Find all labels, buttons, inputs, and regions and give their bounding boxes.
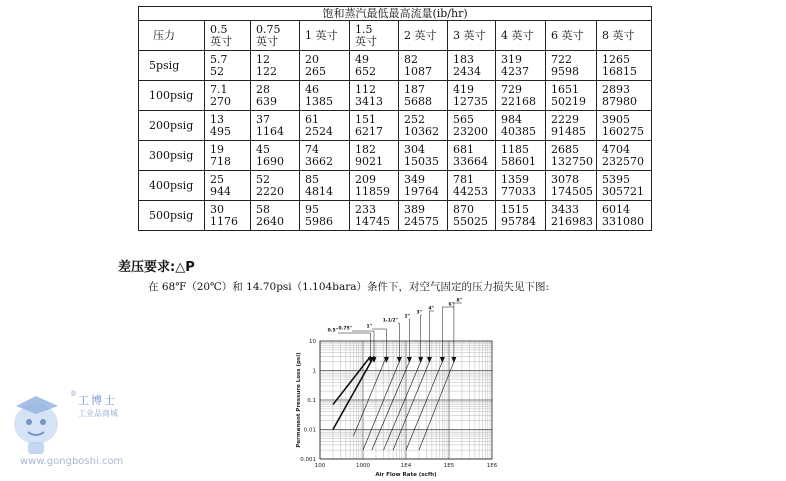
section-description: 在 68℉（20℃）和 14.70psi（1.104bara）条件下，对空气固定的压力损失见下图: <box>148 281 550 293</box>
flow-cell <box>597 141 652 171</box>
flow-cell <box>251 141 300 171</box>
min-flow: 46 <box>305 82 319 96</box>
min-flow: 61 <box>305 112 319 126</box>
flow-cell <box>205 81 251 111</box>
min-flow: 20 <box>305 52 319 66</box>
max-flow: 10362 <box>404 124 439 138</box>
max-flow: 50219 <box>551 94 586 108</box>
min-flow: 5395 <box>602 172 630 186</box>
max-flow: 305721 <box>602 184 644 198</box>
flow-cell <box>496 81 546 111</box>
pointer-arrow <box>440 357 445 363</box>
flow-cell <box>448 111 496 141</box>
max-flow: 44253 <box>453 184 488 198</box>
min-flow: 565 <box>453 112 474 126</box>
max-flow: 58601 <box>501 154 536 168</box>
flow-cell <box>399 81 448 111</box>
min-flow: 183 <box>453 52 474 66</box>
x-tick-label: 1E6 <box>486 463 498 469</box>
watermark <box>6 388 146 474</box>
size-header <box>251 21 300 51</box>
min-flow: 3905 <box>602 112 630 126</box>
y-tick-label: 0.001 <box>300 457 316 463</box>
min-flow: 151 <box>355 112 376 126</box>
max-flow: 3662 <box>305 154 333 168</box>
y-tick-label: 10 <box>309 339 316 345</box>
flow-cell <box>496 201 546 231</box>
max-flow: 14745 <box>355 214 390 228</box>
flow-cell <box>300 141 350 171</box>
table-row <box>139 201 652 231</box>
min-flow: 1185 <box>501 142 529 156</box>
size-value: 2 英寸 <box>404 28 437 42</box>
min-flow: 681 <box>453 142 474 156</box>
size-header <box>350 21 399 51</box>
pressure-label: 400psig <box>139 171 205 201</box>
min-flow: 37 <box>256 112 270 126</box>
flow-cell <box>546 171 597 201</box>
y-axis-label: Permanent Pressure Loss (psi) <box>296 352 302 448</box>
min-flow: 12 <box>256 52 270 66</box>
size-value: 0.75 <box>256 22 281 36</box>
pressure-loss-chart <box>262 295 512 481</box>
x-tick-label: 1E5 <box>443 463 455 469</box>
size-value: 3 英寸 <box>453 28 486 42</box>
flow-cell <box>251 81 300 111</box>
x-tick-label: 1E4 <box>400 463 412 469</box>
min-flow: 870 <box>453 202 474 216</box>
min-flow: 6014 <box>602 202 630 216</box>
max-flow: 22168 <box>501 94 536 108</box>
max-flow: 944 <box>210 184 231 198</box>
flow-cell <box>350 141 399 171</box>
min-flow: 3078 <box>551 172 579 186</box>
min-flow: 13 <box>210 112 224 126</box>
max-flow: 495 <box>210 124 231 138</box>
min-flow: 95 <box>305 202 319 216</box>
size-unit: 英寸 <box>210 34 232 48</box>
pressure-label: 300psig <box>139 141 205 171</box>
min-flow: 45 <box>256 142 270 156</box>
max-flow: 4814 <box>305 184 333 198</box>
min-flow: 304 <box>404 142 425 156</box>
table-row <box>139 111 652 141</box>
max-flow: 87980 <box>602 94 637 108</box>
flow-cell <box>546 201 597 231</box>
min-flow: 58 <box>256 202 270 216</box>
flow-cell <box>496 51 546 81</box>
size-value: 1.5 <box>355 22 373 36</box>
max-flow: 639 <box>256 94 277 108</box>
max-flow: 9021 <box>355 154 383 168</box>
size-unit: 英寸 <box>256 34 278 48</box>
max-flow: 5688 <box>404 94 432 108</box>
size-value: 8 英寸 <box>602 28 635 42</box>
min-flow: 30 <box>210 202 224 216</box>
min-flow: 209 <box>355 172 376 186</box>
max-flow: 1087 <box>404 64 432 78</box>
flow-cell <box>205 141 251 171</box>
max-flow: 19764 <box>404 184 439 198</box>
flow-cell <box>300 171 350 201</box>
flow-cell <box>448 51 496 81</box>
max-flow: 9598 <box>551 64 579 78</box>
max-flow: 11859 <box>355 184 390 198</box>
watermark-brand: 工博士 <box>78 394 117 407</box>
max-flow: 91485 <box>551 124 586 138</box>
flow-cell <box>205 201 251 231</box>
pointer-arrow <box>451 357 456 363</box>
pointer-arrow <box>407 357 412 363</box>
size-label: 2" <box>404 314 410 320</box>
flow-cell <box>205 51 251 81</box>
size-header <box>448 21 496 51</box>
flow-cell <box>597 171 652 201</box>
pressure-label: 500psig <box>139 201 205 231</box>
flow-cell <box>399 111 448 141</box>
max-flow: 2434 <box>453 64 481 78</box>
flow-cell <box>448 201 496 231</box>
max-flow: 2524 <box>305 124 333 138</box>
pointer-arrow <box>397 357 402 363</box>
table-row <box>139 51 652 81</box>
size-label: 0.75" <box>338 326 352 332</box>
size-unit: 英寸 <box>355 34 377 48</box>
min-flow: 112 <box>355 82 376 96</box>
min-flow: 2685 <box>551 142 579 156</box>
flow-cell <box>350 201 399 231</box>
max-flow: 132750 <box>551 154 593 168</box>
size-label: 4" <box>428 306 434 312</box>
table-row <box>139 141 652 171</box>
flow-cell <box>597 81 652 111</box>
flow-cell <box>399 141 448 171</box>
flow-cell <box>546 111 597 141</box>
flow-cell <box>251 51 300 81</box>
flow-cell <box>300 51 350 81</box>
section-heading: 差压要求:△P <box>118 260 195 275</box>
max-flow: 174505 <box>551 184 593 198</box>
registered-mark: ® <box>70 390 77 398</box>
size-label: 0.5" <box>327 328 338 334</box>
size-value: 4 英寸 <box>501 28 534 42</box>
max-flow: 122 <box>256 64 277 78</box>
pressure-label: 5psig <box>139 51 205 81</box>
x-tick-label: 100 <box>314 463 326 469</box>
min-flow: 722 <box>551 52 572 66</box>
max-flow: 40385 <box>501 124 536 138</box>
min-flow: 233 <box>355 202 376 216</box>
flow-cell <box>300 201 350 231</box>
size-value: 1 英寸 <box>305 28 338 42</box>
max-flow: 718 <box>210 154 231 168</box>
min-flow: 82 <box>404 52 418 66</box>
watermark-subtitle: 工业品商城 <box>78 409 118 418</box>
flow-cell <box>251 171 300 201</box>
flow-cell <box>300 81 350 111</box>
y-tick-label: 0.1 <box>307 398 316 404</box>
pressure-label: 200psig <box>139 111 205 141</box>
max-flow: 52 <box>210 64 224 78</box>
flow-cell <box>350 171 399 201</box>
max-flow: 55025 <box>453 214 488 228</box>
min-flow: 28 <box>256 82 270 96</box>
min-flow: 984 <box>501 112 522 126</box>
min-flow: 52 <box>256 172 270 186</box>
min-flow: 182 <box>355 142 376 156</box>
max-flow: 77033 <box>501 184 536 198</box>
min-flow: 2229 <box>551 112 579 126</box>
size-header <box>300 21 350 51</box>
flow-cell <box>597 201 652 231</box>
min-flow: 419 <box>453 82 474 96</box>
watermark-url: www.gongboshi.com <box>20 456 124 467</box>
y-tick-label: 0.01 <box>303 427 316 434</box>
x-tick-label: 1000 <box>356 463 370 469</box>
flow-cell <box>448 171 496 201</box>
max-flow: 3413 <box>355 94 383 108</box>
min-flow: 7.1 <box>210 82 228 96</box>
steam-flow-table <box>138 6 652 231</box>
max-flow: 270 <box>210 94 231 108</box>
min-flow: 1265 <box>602 52 630 66</box>
size-value: 6 英寸 <box>551 28 584 42</box>
min-flow: 319 <box>501 52 522 66</box>
flow-cell <box>597 111 652 141</box>
flow-cell <box>448 81 496 111</box>
min-flow: 1515 <box>501 202 529 216</box>
flow-cell <box>546 81 597 111</box>
size-value: 0.5 <box>210 22 228 36</box>
max-flow: 331080 <box>602 214 644 228</box>
max-flow: 216983 <box>551 214 593 228</box>
flow-cell <box>399 201 448 231</box>
max-flow: 1385 <box>305 94 333 108</box>
min-flow: 389 <box>404 202 425 216</box>
max-flow: 5986 <box>305 214 333 228</box>
min-flow: 1359 <box>501 172 529 186</box>
size-header <box>496 21 546 51</box>
max-flow: 1176 <box>210 214 238 228</box>
table-row <box>139 81 652 111</box>
max-flow: 33664 <box>453 154 488 168</box>
size-header <box>399 21 448 51</box>
max-flow: 6217 <box>355 124 383 138</box>
flow-cell <box>496 111 546 141</box>
flow-cell <box>205 171 251 201</box>
min-flow: 74 <box>305 142 319 156</box>
x-axis-label: Air Flow Rate (scfh) <box>375 472 437 478</box>
size-label: 3" <box>416 310 422 316</box>
size-header <box>205 21 251 51</box>
min-flow: 3433 <box>551 202 579 216</box>
max-flow: 16815 <box>602 64 637 78</box>
min-flow: 2893 <box>602 82 630 96</box>
max-flow: 12735 <box>453 94 488 108</box>
flow-cell <box>546 141 597 171</box>
flow-cell <box>546 51 597 81</box>
min-flow: 729 <box>501 82 522 96</box>
flow-cell <box>350 51 399 81</box>
max-flow: 2220 <box>256 184 284 198</box>
max-flow: 232570 <box>602 154 644 168</box>
flow-cell <box>399 51 448 81</box>
min-flow: 1651 <box>551 82 579 96</box>
min-flow: 781 <box>453 172 474 186</box>
flow-cell <box>496 141 546 171</box>
size-label: 6" <box>448 302 454 308</box>
min-flow: 4704 <box>602 142 630 156</box>
max-flow: 24575 <box>404 214 439 228</box>
min-flow: 349 <box>404 172 425 186</box>
size-header <box>546 21 597 51</box>
flow-cell <box>350 81 399 111</box>
y-tick-label: 1 <box>312 368 316 375</box>
min-flow: 5.7 <box>210 52 228 66</box>
pressure-label: 100psig <box>139 81 205 111</box>
min-flow: 85 <box>305 172 319 186</box>
max-flow: 23200 <box>453 124 488 138</box>
size-label: 1" <box>366 324 372 330</box>
flow-cell <box>350 111 399 141</box>
max-flow: 95784 <box>501 214 536 228</box>
max-flow: 160275 <box>602 124 644 138</box>
pressure-header: 压力 <box>139 21 205 51</box>
flow-cell <box>597 51 652 81</box>
min-flow: 252 <box>404 112 425 126</box>
flow-cell <box>399 171 448 201</box>
max-flow: 4237 <box>501 64 529 78</box>
size-label: 1-1/2" <box>382 318 398 324</box>
table-title: 饱和蒸汽最低最高流量(ib/hr) <box>139 7 652 21</box>
max-flow: 1164 <box>256 124 284 138</box>
flow-cell <box>300 111 350 141</box>
flow-cell <box>205 111 251 141</box>
min-flow: 19 <box>210 142 224 156</box>
size-label: 8" <box>456 298 462 304</box>
series-line <box>353 356 386 436</box>
mascot-icon <box>6 388 76 458</box>
min-flow: 25 <box>210 172 224 186</box>
min-flow: 49 <box>355 52 369 66</box>
flow-cell <box>448 141 496 171</box>
size-header <box>597 21 652 51</box>
max-flow: 2640 <box>256 214 284 228</box>
flow-cell <box>251 111 300 141</box>
max-flow: 1690 <box>256 154 284 168</box>
flow-cell <box>251 201 300 231</box>
table-row <box>139 171 652 201</box>
flow-cell <box>496 171 546 201</box>
pointer-arrow <box>427 357 432 363</box>
min-flow: 187 <box>404 82 425 96</box>
max-flow: 265 <box>305 64 326 78</box>
max-flow: 652 <box>355 64 376 78</box>
max-flow: 15035 <box>404 154 439 168</box>
